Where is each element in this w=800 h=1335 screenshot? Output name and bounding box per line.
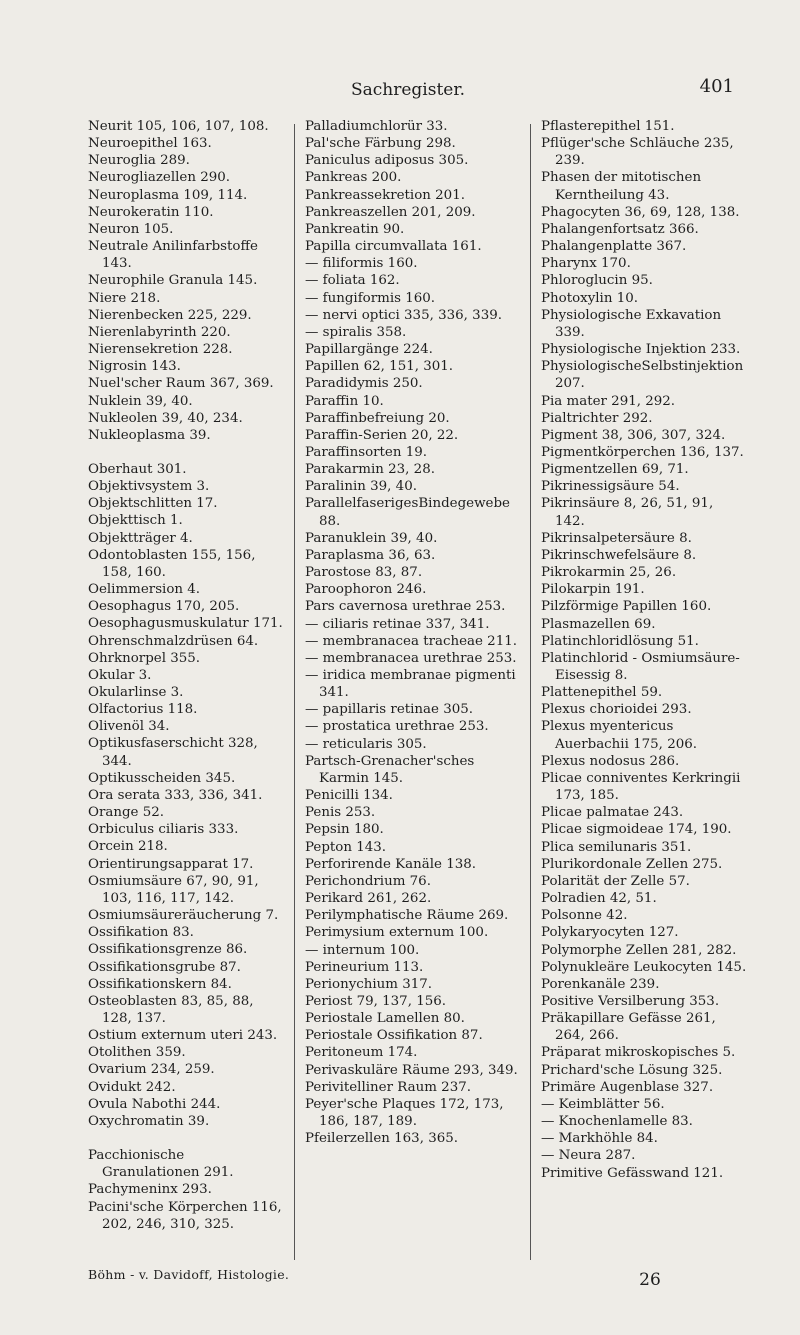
index-entry: Pia mater 291, 292. xyxy=(541,393,676,409)
index-entry: Polarität der Zelle 57. xyxy=(541,873,690,889)
index-entry: Orbiculus ciliaris 333. xyxy=(88,822,239,838)
index-entry: Nukleoplasma 39. xyxy=(88,427,211,443)
index-entry: Polynukleäre Leukocyten 145. xyxy=(541,959,747,975)
index-entry: Papilla circumvallata 161. xyxy=(305,239,482,255)
index-entry: — papillaris retinae 305. xyxy=(305,702,474,718)
index-entry: Polymorphe Zellen 281, 282. xyxy=(541,942,737,958)
index-entry: Paraffin-Serien 20, 22. xyxy=(305,427,459,443)
index-entry: Neurokeratin 110. xyxy=(88,204,214,220)
index-entry: — foliata 162. xyxy=(305,273,400,289)
index-entry: — Neura 287. xyxy=(541,1148,636,1164)
index-entry: Okularlinse 3. xyxy=(88,685,184,700)
index-entry: Physiologische Injektion 233. xyxy=(541,342,741,358)
index-entry: Pharynx 170. xyxy=(541,256,631,272)
index-entry: — Knochenlamelle 83. xyxy=(541,1114,693,1130)
index-entry: Perilymphatische Räume 269. xyxy=(305,908,509,924)
index-entry: Physiologische Exkavation 339. xyxy=(541,307,722,340)
index-entry: Oxychromatin 39. xyxy=(88,1113,210,1129)
footer-author-title: Böhm - v. Davidoff, Histologie. xyxy=(88,1267,290,1282)
index-entry: Penicilli 134. xyxy=(305,788,393,804)
page-number: 401 xyxy=(699,76,734,97)
index-entry: — fungiformis 160. xyxy=(305,290,436,306)
index-entry: Plicae conniventes Kerkringii 173, 185. xyxy=(541,770,741,804)
index-entry: Pars cavernosa urethrae 253. xyxy=(305,599,506,615)
index-column-1 xyxy=(88,118,284,1233)
index-entry: Objektträger 4. xyxy=(88,530,193,546)
index-entry: Paranuklein 39, 40. xyxy=(305,530,438,546)
index-entry: Ora serata 333, 336, 341. xyxy=(88,787,263,803)
index-entry: Nierenlabyrinth 220. xyxy=(88,324,231,340)
index-entry: Neuron 105. xyxy=(88,221,174,237)
index-entry: Paraplasma 36, 63. xyxy=(305,547,436,563)
index-entry: Paraffin 10. xyxy=(305,393,384,409)
index-entry: Ossifikationsgrenze 86. xyxy=(88,942,248,958)
index-entry: Oberhaut 301. xyxy=(88,461,187,477)
index-entry: — spiralis 358. xyxy=(305,324,407,340)
index-entry: Pilokarpin 191. xyxy=(541,582,645,598)
index-entry: Partsch-Grenacher'sches Karmin 145. xyxy=(305,753,475,786)
index-entry: Pal'sche Färbung 298. xyxy=(305,136,456,152)
index-entry: Primitive Gefässwand 121. xyxy=(541,1165,724,1181)
index-entry: Phagocyten 36, 69, 128, 138. xyxy=(541,204,740,220)
index-entry: — reticularis 305. xyxy=(305,736,427,752)
index-entry: Plurikordonale Zellen 275. xyxy=(541,856,723,872)
index-entry: Primäre Augenblase 327. xyxy=(541,1079,714,1095)
index-entry: Phalangenplatte 367. xyxy=(541,239,687,255)
index-entry: Neurit 105, 106, 107, 108. xyxy=(88,119,269,134)
index-entry: Plica semilunaris 351. xyxy=(541,839,692,855)
index-entry: Optikusscheiden 345. xyxy=(88,770,236,786)
index-entry: Neuroepithel 163. xyxy=(88,136,212,152)
index-entry: Präkapillare Gefässe 261, 264, 266. xyxy=(541,1011,716,1044)
index-entry: Nierenbecken 225, 229. xyxy=(88,307,252,323)
index-entry: Palladiumchlorür 33. xyxy=(305,119,448,134)
index-entry: Porenkanäle 239. xyxy=(541,976,660,992)
index-entry: Polsonne 42. xyxy=(541,908,628,924)
index-entry: Paraffinbefreiung 20. xyxy=(305,410,450,426)
index-entry: Niere 218. xyxy=(88,290,161,306)
index-entry: Phasen der mitotischen Kerntheilung 43. xyxy=(541,170,702,203)
index-entry: ParallelfaserigesBindegewebe 88. xyxy=(305,496,510,529)
index-entry: — membranacea tracheae 211. xyxy=(305,633,517,649)
index-entry: Oesophagus 170, 205. xyxy=(88,599,240,615)
index-entry: Ohrknorpel 355. xyxy=(88,650,201,666)
index-entry: Pankreatin 90. xyxy=(305,221,405,237)
index-entry: Perionychium 317. xyxy=(305,976,433,992)
index-entry: Pankreassekretion 201. xyxy=(305,187,465,203)
index-entry: Osmiumsäureräucherung 7. xyxy=(88,908,279,924)
index-entry: Pilzförmige Papillen 160. xyxy=(541,599,712,615)
index-entry: Objekttisch 1. xyxy=(88,513,183,529)
index-entry: Nierensekretion 228. xyxy=(88,342,233,358)
index-entry: Peritoneum 174. xyxy=(305,1045,418,1061)
index-entry: — filiformis 160. xyxy=(305,256,418,272)
index-entry: Plexus myentericus Auerbachii 175, 206. xyxy=(541,719,698,752)
index-entry: Paradidymis 250. xyxy=(305,376,423,392)
index-entry: Periost 79, 137, 156. xyxy=(305,993,447,1009)
index-entry: Neuroplasma 109, 114. xyxy=(88,187,248,203)
index-entry: Osteoblasten 83, 85, 88, 128, 137. xyxy=(88,993,254,1026)
index-entry: Paniculus adiposus 305. xyxy=(305,153,469,169)
index-entry: Perivaskuläre Räume 293, 349. xyxy=(305,1062,518,1078)
index-entry: Orange 52. xyxy=(88,805,165,821)
index-entry: Periostale Lamellen 80. xyxy=(305,1011,465,1027)
index-entry: Pigmentzellen 69, 71. xyxy=(541,462,689,478)
index-entry: Pfeilerzellen 163, 365. xyxy=(305,1131,459,1147)
index-entry: Polykaryocyten 127. xyxy=(541,925,679,941)
index-entry: Plicae sigmoideae 174, 190. xyxy=(541,822,732,838)
column-divider xyxy=(530,124,531,1260)
index-entry: Plicae palmatae 243. xyxy=(541,805,684,821)
index-entry: Perineurium 113. xyxy=(305,959,424,975)
index-entry: Pepsin 180. xyxy=(305,822,384,838)
index-entry: Papillen 62, 151, 301. xyxy=(305,359,454,375)
index-entry: Pepton 143. xyxy=(305,839,387,855)
index-entry: Prichard'sche Lösung 325. xyxy=(541,1062,723,1078)
index-entry: Perforirende Kanäle 138. xyxy=(305,856,477,872)
index-entry: Ovarium 234, 259. xyxy=(88,1062,215,1078)
index-entry: Plattenepithel 59. xyxy=(541,685,663,701)
index-entry: Perikard 261, 262. xyxy=(305,891,432,907)
index-entry: Ovula Nabothi 244. xyxy=(88,1096,221,1112)
index-entry: Oelimmersion 4. xyxy=(88,582,201,598)
index-entry: Otolithen 359. xyxy=(88,1045,186,1061)
running-head: Sachregister. xyxy=(350,80,466,100)
index-entry: Perimysium externum 100. xyxy=(305,925,489,941)
index-entry: Pacchionische Granulationen 291. xyxy=(88,1148,234,1181)
index-entry: Positive Versilberung 353. xyxy=(541,993,720,1009)
index-entry: Pigment 38, 306, 307, 324. xyxy=(541,427,726,443)
index-entry: Periostale Ossifikation 87. xyxy=(305,1028,483,1044)
index-entry: Platinchlorid - Osmiumsäure-Eisessig 8. xyxy=(541,650,740,683)
index-entry: Pikrinsalpetersäure 8. xyxy=(541,530,692,546)
index-entry: Parakarmin 23, 28. xyxy=(305,462,435,478)
index-entry: Pankreaszellen 201, 209. xyxy=(305,204,476,220)
index-column-3 xyxy=(541,118,747,1182)
index-entry: Pachymeninx 293. xyxy=(88,1182,212,1198)
index-entry: — nervi optici 335, 336, 339. xyxy=(305,307,502,323)
index-entry: — prostatica urethrae 253. xyxy=(305,719,489,735)
index-entry: Phloroglucin 95. xyxy=(541,273,653,289)
index-entry: Nukleolen 39, 40, 234. xyxy=(88,410,243,426)
index-entry: Olivenöl 34. xyxy=(88,719,170,735)
index-entry: Nuel'scher Raum 367, 369. xyxy=(88,376,274,392)
index-entry: Plexus chorioidei 293. xyxy=(541,702,692,718)
index-entry: Plasmazellen 69. xyxy=(541,616,656,632)
index-entry: Pacini'sche Körperchen 116, 202, 246, 310, 325. xyxy=(88,1199,282,1232)
index-entry: Penis 253. xyxy=(305,805,376,821)
index-entry: PhysiologischeSelbstinjektion 207. xyxy=(541,359,744,392)
index-entry: — Markhöhle 84. xyxy=(541,1131,658,1147)
index-entry: — iridica membranae pigmenti 341. xyxy=(305,668,516,701)
index-entry: Objektschlitten 17. xyxy=(88,496,218,512)
index-entry: Parostose 83, 87. xyxy=(305,565,423,581)
index-entry: Pikrinessigsäure 54. xyxy=(541,479,680,495)
index-entry: Pialtrichter 292. xyxy=(541,410,653,426)
index-entry: — ciliaris retinae 337, 341. xyxy=(305,616,490,632)
index-entry: Paraffinsorten 19. xyxy=(305,444,428,460)
index-entry: Pigmentkörperchen 136, 137. xyxy=(541,444,744,460)
index-entry: — membranacea urethrae 253. xyxy=(305,650,517,666)
index-entry: Pflüger'sche Schläuche 235, 239. xyxy=(541,136,734,169)
index-entry: Pikrinsäure 8, 26, 51, 91, 142. xyxy=(541,496,714,529)
index-entry: Plexus nodosus 286. xyxy=(541,753,680,769)
index-entry: Oesophagusmuskulatur 171. xyxy=(88,616,283,632)
sheet-signature: 26 xyxy=(639,1270,661,1290)
index-entry: Perivitelliner Raum 237. xyxy=(305,1079,471,1095)
column-divider xyxy=(294,124,295,1260)
index-entry: Perichondrium 76. xyxy=(305,873,431,889)
index-entry: Polradien 42, 51. xyxy=(541,891,657,907)
index-entry: Peyer'sche Plaques 172, 173, 186, 187, 189. xyxy=(305,1096,504,1130)
index-entry: Nigrosin 143. xyxy=(88,359,181,375)
index-entry: Ossifikationsgrube 87. xyxy=(88,959,241,975)
index-entry: Platinchloridlösung 51. xyxy=(541,633,699,649)
index-entry: Nuklein 39, 40. xyxy=(88,393,193,409)
index-entry: Neurogliazellen 290. xyxy=(88,170,231,186)
index-entry: Pflasterepithel 151. xyxy=(541,119,675,134)
index-entry: Orcein 218. xyxy=(88,839,168,855)
index-entry: Okular 3. xyxy=(88,667,152,683)
index-entry: Ostium externum uteri 243. xyxy=(88,1028,278,1044)
index-entry: Ossifikation 83. xyxy=(88,925,194,941)
index-entry: Paroophoron 246. xyxy=(305,582,427,598)
index-entry: Photoxylin 10. xyxy=(541,290,638,306)
index-column-2 xyxy=(305,118,521,1147)
index-entry: Pikrinschwefelsäure 8. xyxy=(541,547,697,563)
index-entry: Paralinin 39, 40. xyxy=(305,479,417,495)
index-entry: Pikrokarmin 25, 26. xyxy=(541,565,677,581)
index-entry: Neurophile Granula 145. xyxy=(88,273,258,289)
index-entry: — Keimblätter 56. xyxy=(541,1096,665,1112)
index-entry: Phalangenfortsatz 366. xyxy=(541,221,699,237)
index-entry: Ovidukt 242. xyxy=(88,1079,176,1095)
index-entry: Pankreas 200. xyxy=(305,170,402,186)
index-entry: Präparat mikroskopisches 5. xyxy=(541,1045,736,1061)
index-entry: Neutrale Anilinfarbstoffe 143. xyxy=(88,239,258,272)
index-entry: Ohrenschmalzdrüsen 64. xyxy=(88,633,259,649)
index-entry: Olfactorius 118. xyxy=(88,702,198,718)
index-entry: Objektivsystem 3. xyxy=(88,479,210,495)
index-entry: Odontoblasten 155, 156, 158, 160. xyxy=(88,547,256,580)
index-entry: Ossifikationskern 84. xyxy=(88,976,232,992)
index-entry: — internum 100. xyxy=(305,942,420,958)
index-entry: Neuroglia 289. xyxy=(88,153,190,169)
index-entry: Orientirungsapparat 17. xyxy=(88,856,254,872)
index-entry: Osmiumsäure 67, 90, 91, 103, 116, 117, 142. xyxy=(88,873,259,906)
index-entry: Papillargänge 224. xyxy=(305,342,433,358)
index-entry: Optikusfaserschicht 328, 344. xyxy=(88,736,258,769)
